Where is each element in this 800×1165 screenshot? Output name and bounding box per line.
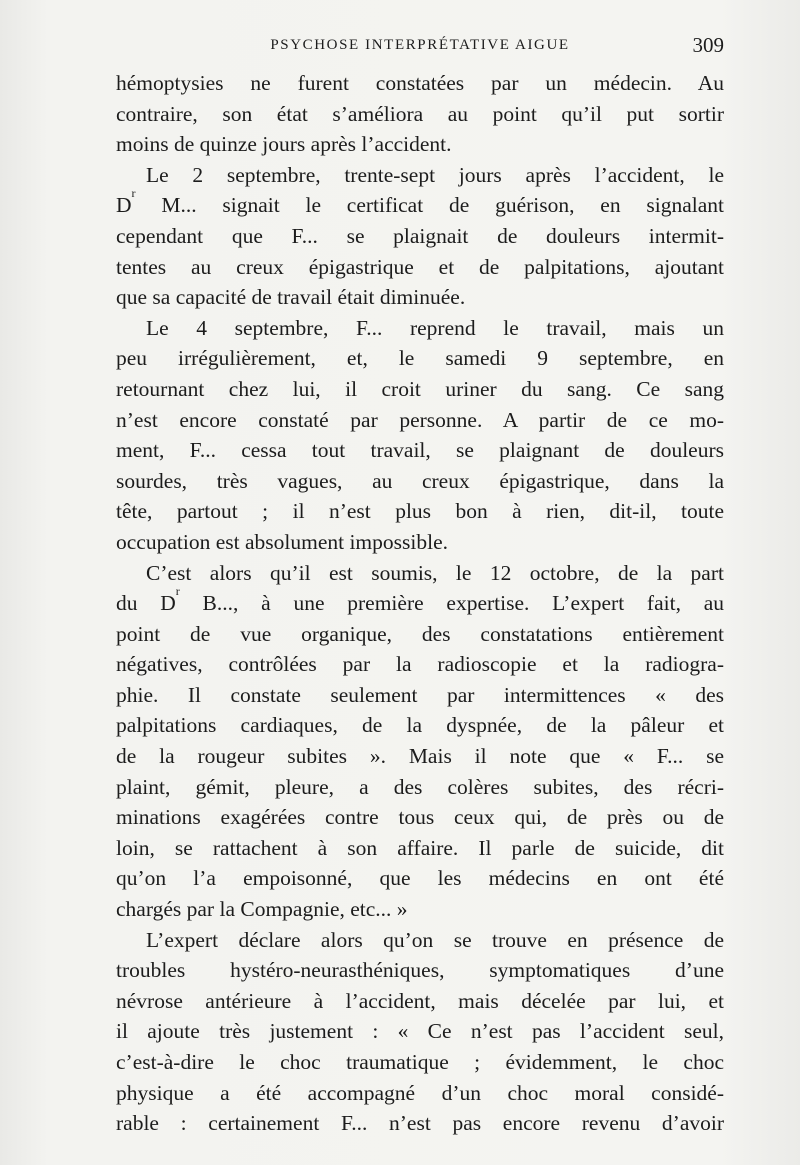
superscript-r: r [131, 186, 136, 201]
text-line: ment, F... cessa tout travail, se plaignant de douleurs [116, 438, 724, 463]
text-line: minations exagérées contre tous ceux qui, de près ou de [116, 805, 724, 830]
text-line: L’expert déclare alors qu’on se trouve en présence de [146, 927, 724, 952]
text-line: sourdes, très vagues, au creux épigastrique, dans la [116, 468, 724, 493]
text-line: névrose antérieure à l’accident, mais décelée par lui, et [116, 988, 724, 1013]
text-line: rable : certainement F... n’est pas encore revenu d’avoir [116, 1111, 724, 1136]
text-line: tête, partout ; il n’est plus bon à rien, dit-il, toute [116, 499, 724, 524]
text-line: n’est encore constaté par personne. A partir de ce mo- [116, 407, 724, 432]
text-line: contraire, son état s’améliora au point qu’il put sortir [116, 101, 724, 126]
running-head [116, 32, 724, 58]
text-line: Le 2 septembre, trente-sept jours après l’accident, le [146, 162, 724, 187]
text-line: plaint, gémit, pleure, a des colères subites, des récri- [116, 774, 724, 799]
doctor-abbrev: du D [116, 591, 176, 616]
text-line: de la rougeur subites ». Mais il note que « F... se [116, 744, 724, 769]
text-line: C’est alors qu’il est soumis, le 12 octobre, de la part [146, 560, 724, 585]
text-line: tentes au creux épigastrique et de palpitations, ajoutant [116, 254, 724, 279]
text-line: point de vue organique, des constatations entièrement [116, 621, 724, 646]
text-line: palpitations cardiaques, de la dyspnée, de la pâleur et [116, 713, 724, 738]
text-line: Le 4 septembre, F... reprend le travail, mais un [146, 315, 724, 340]
text-line: il ajoute très justement : « Ce n’est pas l’accident seul, [116, 1019, 724, 1044]
text-line: chargés par la Compagnie, etc... » [116, 897, 408, 922]
line-rest: B..., à une première expertise. L’expert fait, au [179, 591, 725, 616]
text-line: peu irrégulièrement, et, le samedi 9 septembre, en [116, 346, 724, 371]
text-line: troubles hystéro-neurasthéniques, symptomatiques d’une [116, 958, 724, 983]
page-number: 309 [692, 33, 724, 57]
text-line: hémoptysies ne furent constatées par un médecin. Au [116, 71, 724, 95]
superscript-r: r [175, 584, 180, 599]
doctor-abbrev: D [116, 193, 132, 218]
text-line: négatives, contrôlées par la radioscopie et la radiogra- [116, 652, 724, 677]
text-line: c’est-à-dire le choc traumatique ; évidemment, le choc [116, 1050, 724, 1074]
text-line: physique a été accompagné d’un choc moral considé- [116, 1080, 724, 1105]
text-line: loin, se rattachent à son affaire. Il parle de suicide, dit [116, 835, 724, 860]
text-line: moins de quinze jours après l’accident. [116, 132, 452, 157]
text-line [116, 186, 724, 221]
text-line: cependant que F... se plaignait de douleurs intermit- [116, 223, 724, 248]
text-line: qu’on l’a empoisonné, que les médecins en ont été [116, 866, 724, 891]
text-line: phie. Il constate seulement par intermittences « des [116, 682, 724, 707]
line-rest: M... signait le certificat de guérison, en signalant [135, 193, 724, 218]
text-line: occupation est absolument impossible. [116, 529, 449, 554]
text-line: que sa capacité de travail était diminuée. [116, 285, 466, 310]
text-line: retournant chez lui, il croit uriner du sang. Ce sang [116, 376, 724, 401]
running-title: PSYCHOSE INTERPRÉTATIVE AIGUE [270, 37, 570, 53]
text-line [116, 584, 725, 619]
body-text [116, 68, 724, 1139]
